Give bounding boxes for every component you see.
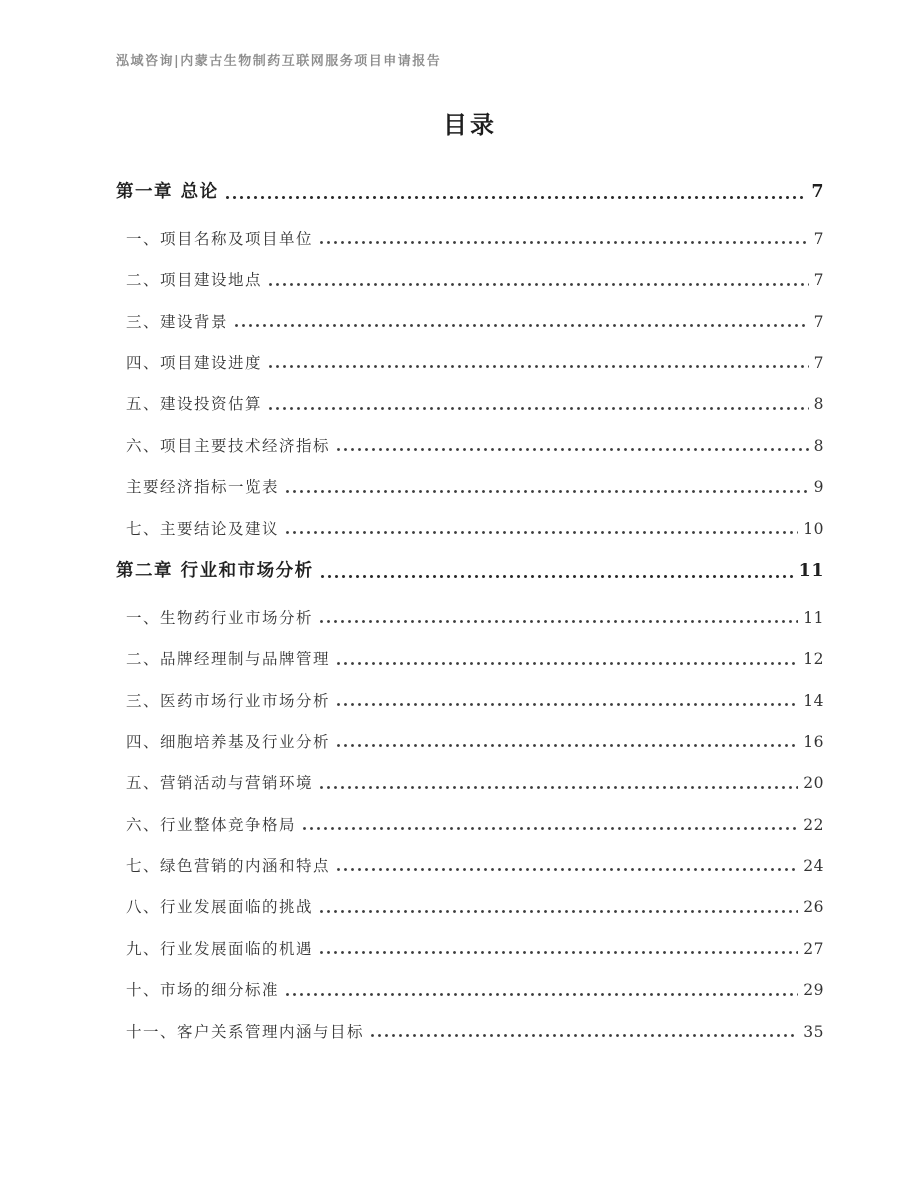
dot-leader <box>337 662 798 665</box>
toc-item[interactable] <box>126 313 824 332</box>
toc-item[interactable] <box>126 898 824 917</box>
toc-item-label: 六、项目主要技术经济指标 <box>126 436 331 455</box>
toc-item-label: 一、生物药行业市场分析 <box>126 608 314 627</box>
toc-item-label: 二、项目建设地点 <box>126 271 263 290</box>
toc-chapter-label: 第二章 行业和市场分析 <box>116 560 314 581</box>
toc-item[interactable] <box>126 609 824 628</box>
toc-item-label: 十一、客户关系管理内涵与目标 <box>126 1022 365 1041</box>
dot-leader <box>337 744 798 747</box>
toc-item-label: 三、建设背景 <box>126 312 229 331</box>
toc-chapter-label: 第一章 总论 <box>116 182 219 202</box>
toc-item[interactable] <box>126 733 824 752</box>
toc-item-page: 16 <box>803 732 824 751</box>
toc-item-page: 11 <box>803 608 824 627</box>
dot-leader <box>321 575 794 578</box>
toc-item-label: 五、建设投资估算 <box>126 395 263 414</box>
toc-item-label: 七、绿色营销的内涵和特点 <box>126 857 331 875</box>
dot-leader <box>337 868 798 871</box>
toc-item-label: 六、行业整体竞争格局 <box>126 815 297 834</box>
table-of-contents <box>116 182 824 1042</box>
toc-item-page: 22 <box>803 815 824 834</box>
dot-leader <box>286 531 798 534</box>
toc-item-label: 四、细胞培养基及行业分析 <box>126 732 331 751</box>
dot-leader <box>320 951 798 954</box>
dot-leader <box>320 241 809 244</box>
toc-item-page: 20 <box>803 774 824 793</box>
toc-item[interactable] <box>126 981 824 1000</box>
toc-item-page: 27 <box>803 939 824 958</box>
toc-item-page: 14 <box>803 691 824 710</box>
toc-item-page: 24 <box>803 857 824 875</box>
dot-leader <box>269 407 809 410</box>
dot-leader <box>269 283 809 286</box>
toc-item-page: 7 <box>813 354 824 372</box>
dot-leader <box>320 910 798 913</box>
toc-item[interactable] <box>126 354 824 373</box>
toc-chapter-page: 7 <box>811 182 824 202</box>
dot-leader <box>320 786 798 789</box>
toc-item-label: 七、主要结论及建议 <box>126 519 280 538</box>
toc-item[interactable] <box>126 692 824 711</box>
toc-item-label: 主要经济指标一览表 <box>126 478 280 497</box>
dot-leader <box>226 196 807 199</box>
toc-item[interactable] <box>126 650 824 669</box>
document-header: 泓域咨询|内蒙古生物制药互联网服务项目申请报告 <box>116 54 442 69</box>
dot-leader <box>337 703 798 706</box>
toc-item-page: 7 <box>813 312 824 331</box>
toc-item[interactable] <box>126 774 824 793</box>
toc-item[interactable] <box>126 437 824 456</box>
toc-item[interactable] <box>126 478 824 497</box>
toc-item-page: 7 <box>813 271 824 290</box>
toc-item-label: 八、行业发展面临的挑战 <box>126 898 314 917</box>
toc-chapter-1[interactable] <box>116 182 824 204</box>
toc-item-label: 一、项目名称及项目单位 <box>126 229 314 248</box>
toc-item-label: 二、品牌经理制与品牌管理 <box>126 650 331 669</box>
toc-item-page: 8 <box>813 436 824 455</box>
toc-item-page: 10 <box>803 519 824 538</box>
toc-item[interactable] <box>126 940 824 959</box>
toc-item[interactable] <box>126 271 824 290</box>
toc-item-page: 8 <box>813 395 824 414</box>
dot-leader <box>269 365 809 368</box>
toc-chapter-2[interactable] <box>116 561 824 583</box>
toc-item-page: 35 <box>803 1022 824 1041</box>
toc-item[interactable] <box>126 1023 824 1042</box>
toc-item-page: 26 <box>803 898 824 917</box>
dot-leader <box>286 490 809 493</box>
dot-leader <box>235 324 809 327</box>
dot-leader <box>286 993 798 996</box>
dot-leader <box>371 1034 798 1037</box>
toc-item-label: 五、营销活动与营销环境 <box>126 774 314 793</box>
toc-item-label: 十、市场的细分标准 <box>126 981 280 1000</box>
toc-item-label: 四、项目建设进度 <box>126 354 263 372</box>
page-title: 目录 <box>443 110 497 139</box>
toc-item[interactable] <box>126 816 824 835</box>
toc-item-page: 12 <box>803 650 824 669</box>
toc-item-page: 9 <box>813 478 824 497</box>
dot-leader <box>303 827 798 830</box>
toc-item[interactable] <box>126 857 824 876</box>
toc-chapter-page: 11 <box>798 560 824 581</box>
toc-item[interactable] <box>126 395 824 414</box>
dot-leader <box>337 448 809 451</box>
toc-item-label: 三、医药市场行业市场分析 <box>126 691 331 710</box>
dot-leader <box>320 620 798 623</box>
toc-item[interactable] <box>126 520 824 539</box>
toc-item[interactable] <box>126 230 824 249</box>
toc-item-page: 29 <box>803 981 824 1000</box>
toc-item-page: 7 <box>813 229 824 248</box>
toc-item-label: 九、行业发展面临的机遇 <box>126 939 314 958</box>
